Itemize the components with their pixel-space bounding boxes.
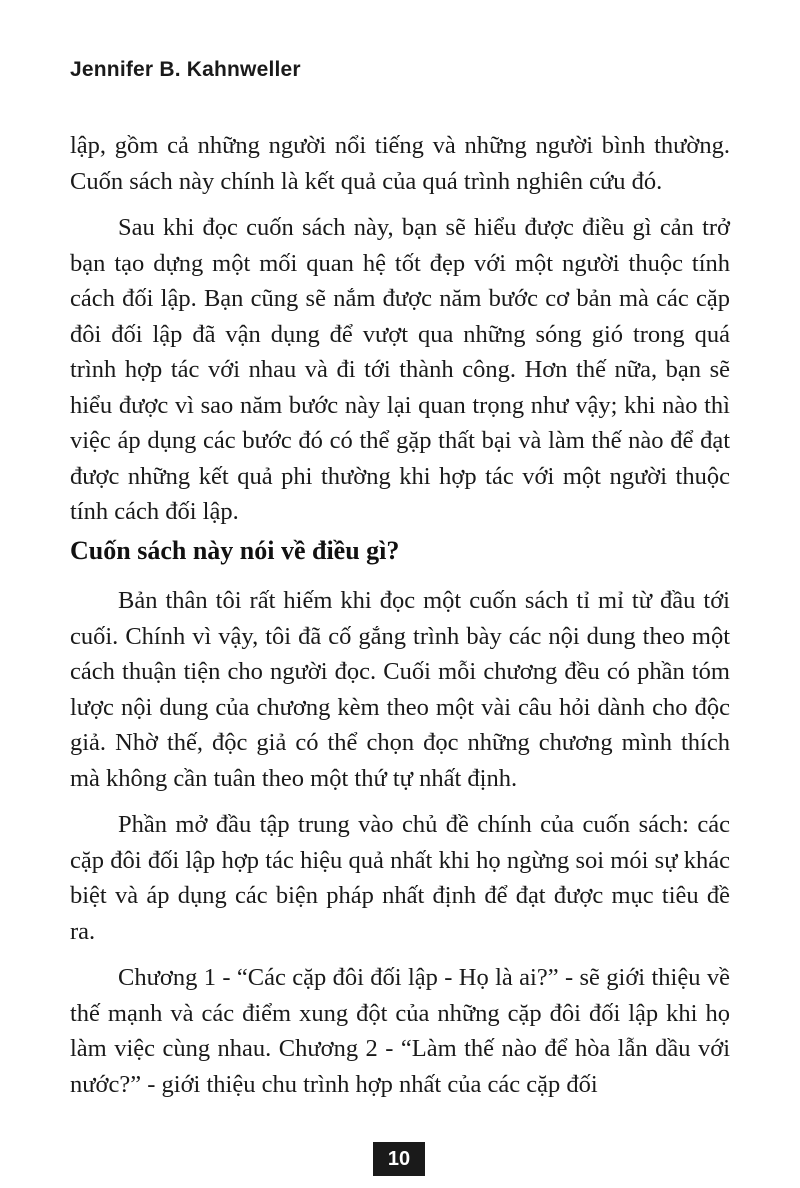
body-text-block-top — [70, 128, 730, 541]
paragraph: Phần mở đầu tập trung vào chủ đề chính của cuốn sách: các cặp đôi đối lập hợp tác hiệu quả nhất khi họ ngừng soi mói sự khác biệt và áp dụng các biện pháp nhất định để đạt được mục tiêu đề ra. — [70, 811, 730, 945]
page-number: 10 — [373, 1142, 425, 1176]
paragraph: Sau khi đọc cuốn sách này, bạn sẽ hiểu được điều gì cản trở bạn tạo dựng một mối quan hệ tốt đẹp với một người thuộc tính cách đối lập. Bạn cũng sẽ nắm được năm bước cơ bản mà các cặp đôi đối lập đã vận dụng để vượt qua những sóng gió trong quá trình hợp tác với nhau và đi tới thành công. Hơn thế nữa, bạn sẽ hiểu được vì sao năm bước này lại quan trọng như vậy; khi nào thì việc áp dụng các bước đó có thể gặp thất bại và làm thế nào để đạt được những kết quả phi thường khi hợp tác với một người thuộc tính cách đối lập. — [70, 214, 730, 525]
paragraph: Bản thân tôi rất hiếm khi đọc một cuốn sách tỉ mỉ từ đầu tới cuối. Chính vì vậy, tôi đã cố gắng trình bày các nội dung theo một cách thuận tiện cho người đọc. Cuối mỗi chương đều có phần tóm lược nội dung của chương kèm theo một vài câu hỏi dành cho độc giả. Nhờ thế, độc giả có thể chọn đọc những chương mình thích mà không cần tuân theo một thứ tự nhất định. — [70, 587, 730, 792]
running-head-author: Jennifer B. Kahnweller — [70, 58, 301, 81]
body-text-block-bottom — [70, 583, 730, 1113]
paragraph: Chương 1 - “Các cặp đôi đối lập - Họ là ai?” - sẽ giới thiệu về thế mạnh và các điểm xung đột của những cặp đôi đối lập khi họ làm việc cùng nhau. Chương 2 - “Làm thế nào để hòa lẫn dầu với nước?” - giới thiệu chu trình hợp nhất của các cặp đối — [70, 964, 730, 1098]
paragraph-continued: lập, gồm cả những người nổi tiếng và những người bình thường. Cuốn sách này chính là kết quả của quá trình nghiên cứu đó. — [70, 132, 730, 195]
section-heading: Cuốn sách này nói về điều gì? — [70, 536, 400, 565]
